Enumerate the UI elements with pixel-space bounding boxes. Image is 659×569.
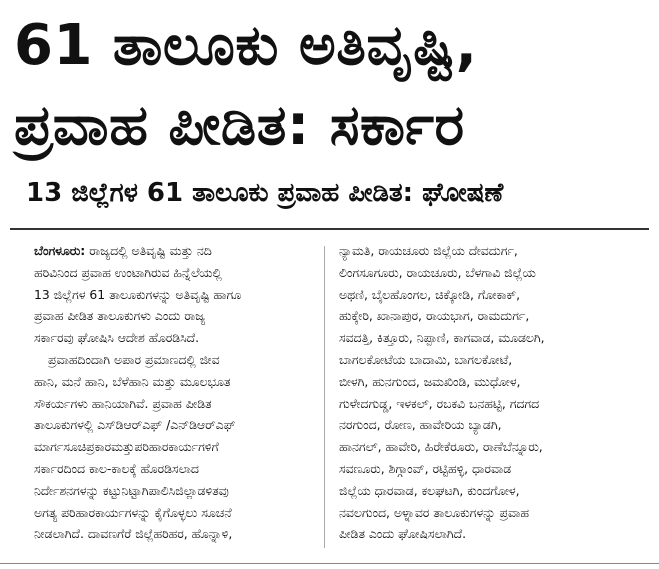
text-line: ಬೀಳಗಿ, ಹುನಗುಂದ, ಜಮಖಿಂಡಿ, ಮುಧೋಳ, [339,373,521,389]
text-line: ಅಥಣಿ, ಬೈಲಹೊಂಗಲ, ಚಿಕ್ಕೋಡಿ, ಗೋಕಾಕ್, [339,286,521,302]
text-line: ಗುಳೇದಗುಡ್ಡ, ಇಳಕಲ್, ರಬಕವಿ ಬನಹಟ್ಟಿ, ಗದಗದ [339,395,540,411]
article-column-right [339,240,623,545]
text-line: ನ್ಯಾಮತಿ, ರಾಯಚೂರು ಜಿಲ್ಲೆಯ ದೇವದುರ್ಗ, [339,243,518,258]
text-line: ನೀಡಲಾಗಿದೆ. ದಾವಣಗೆರೆ ಜಿಲ್ಲೆಹರಿಹರ, ಹೊನ್ನಾಳಿ, [34,526,233,542]
text-line [34,240,311,262]
headline-line-1: 61 ತಾಲೂಕು ಅತಿವೃಷ್ಟಿ, [14,13,478,78]
text-line: ಪ್ರವಾಹದಿಂದಾಗಿ ಅಪಾರ ಪ್ರಮಾಣದಲ್ಲಿ ಜೀವ [48,351,220,367]
text-line: ಪ್ರವಾಹ ಪೀಡಿತ ತಾಲೂಕುಗಳು ಎಂದು ರಾಜ್ಯ [34,308,206,324]
text-line: ಸೌಕರ್ಯಗಳು ಹಾನಿಯಾಗಿವೆ. ಪ್ರವಾಹ ಪೀಡಿತ [34,395,212,411]
text-line: ಹಾನಗಲ್, ಹಾವೇರಿ, ಹಿರೇಕೆರೂರು, ರಾಣೆಬೆನ್ನೂರು, [339,439,543,455]
text-line: ಹರಿವಿನಿಂದ ಪ್ರವಾಹ ಉಂಟಾಗಿರುವ ಹಿನ್ನೆಲೆಯಲ್ಲಿ [34,264,222,280]
dateline: ಬೆಂಗಳೂರು: [34,243,86,258]
text-line: ಸರ್ಕಾರವು ಘೋಷಿಸಿ ಆದೇಶ ಹೊರಡಿಸಿದೆ. [34,330,200,346]
text-line: ಸರ್ಕಾರದಿಂದ ಕಾಲ-ಕಾಲಕ್ಕೆ ಹೊರಡಿಸಲಾದ [34,460,199,476]
text-line: ಹಾನಿ, ಮನೆ ಹಾನಿ, ಬೆಳೆಹಾನಿ ಮತ್ತು ಮೂಲಭೂತ [34,373,231,389]
header-divider [10,228,649,230]
text-line: ಪೀಡಿತ ಎಂದು ಘೋಷಿಸಲಾಗಿದೆ. [339,526,467,542]
text-line-fragment: ರಾಜ್ಯದಲ್ಲಿ ಅತಿವೃಷ್ಟಿ ಮತ್ತು ನದಿ [85,243,212,258]
text-line: 13 ಜಿಲ್ಲೆಗಳ 61 ತಾಲೂಕುಗಳನ್ನು ಅತಿವೃಷ್ಟಿ ಹಾಗೂ [34,286,242,302]
text-line: ಮಾರ್ಗಸೂಚಿಪ್ರಕಾರಮತ್ತುಪರಿಹಾರಕಾರ್ಯಗಳಿಗೆ [34,439,219,455]
text-line: ಸವದತ್ತಿ, ಕಿತ್ತೂರು, ನಿಪ್ಪಾಣಿ, ಕಾಗವಾಡ, ಮೂಡಲಗಿ, [339,330,545,346]
text-line: ನವಲಗುಂದ, ಅಳ್ನಾವರ ತಾಲೂಕುಗಳನ್ನು ಪ್ರವಾಹ [339,504,529,520]
text-line: ತಾಲೂಕುಗಳಲ್ಲಿ ಎಸ್‌ಡಿಆರ್‌ಎಫ್ /ಎನ್‌ಡಿಆರ್‌ಎಫ್ [34,417,236,433]
bottom-border [0,563,659,564]
text-line: ಲಿಂಗಸೂಗೂರು, ರಾಯಚೂರು, ಬೆಳಗಾವಿ ಜಿಲ್ಲೆಯ [339,264,536,280]
article-column-left [34,240,311,545]
headline-line-2: ಪ್ರವಾಹ ಪೀಡಿತ: ಸರ್ಕಾರ [14,93,465,158]
column-divider [324,246,325,548]
text-line: ನಿರ್ದೇಶನಗಳನ್ನು ಕಟ್ಟುನಿಟ್ಟಾಗಿಪಾಲಿಸಿಜಿಲ್ಲಾಡಳಿತವು [34,482,229,498]
text-line: ಹುಕ್ಕೇರಿ, ಖಾನಾಪುರ, ರಾಯಭಾಗ, ರಾಮದುರ್ಗ, [339,308,530,324]
text-line: ಜಿಲ್ಲೆಯ ಧಾರವಾಡ, ಕಲಘಟಗಿ, ಕುಂದಗೋಳ, [339,482,520,498]
text-line: ಬಾಗಲಕೋಟೆಯ ಬಾದಾಮಿ, ಬಾಗಲಕೋಟೆ, [339,351,513,367]
text-line: ನರಗುಂದ, ರೋಣ, ಹಾವೇರಿಯ ಬ್ಯಾಡಗಿ, [339,417,502,433]
text-line: ಸವಣೂರು, ಶಿಗ್ಗಾಂವ್, ರಟ್ಟಿಹಳ್ಳಿ, ಧಾರವಾಡ [339,460,512,476]
subheadline: 13 ಜಿಲ್ಲೆಗಳ 61 ತಾಲೂಕು ಪ್ರವಾಹ ಪೀಡಿತ: ಘೋಷಣೆ [26,178,504,208]
text-line: ಅಗತ್ಯ ಪರಿಹಾರಕಾರ್ಯಗಳನ್ನು ಕೈಗೊಳ್ಳಲು ಸೂಚನೆ [34,504,232,520]
